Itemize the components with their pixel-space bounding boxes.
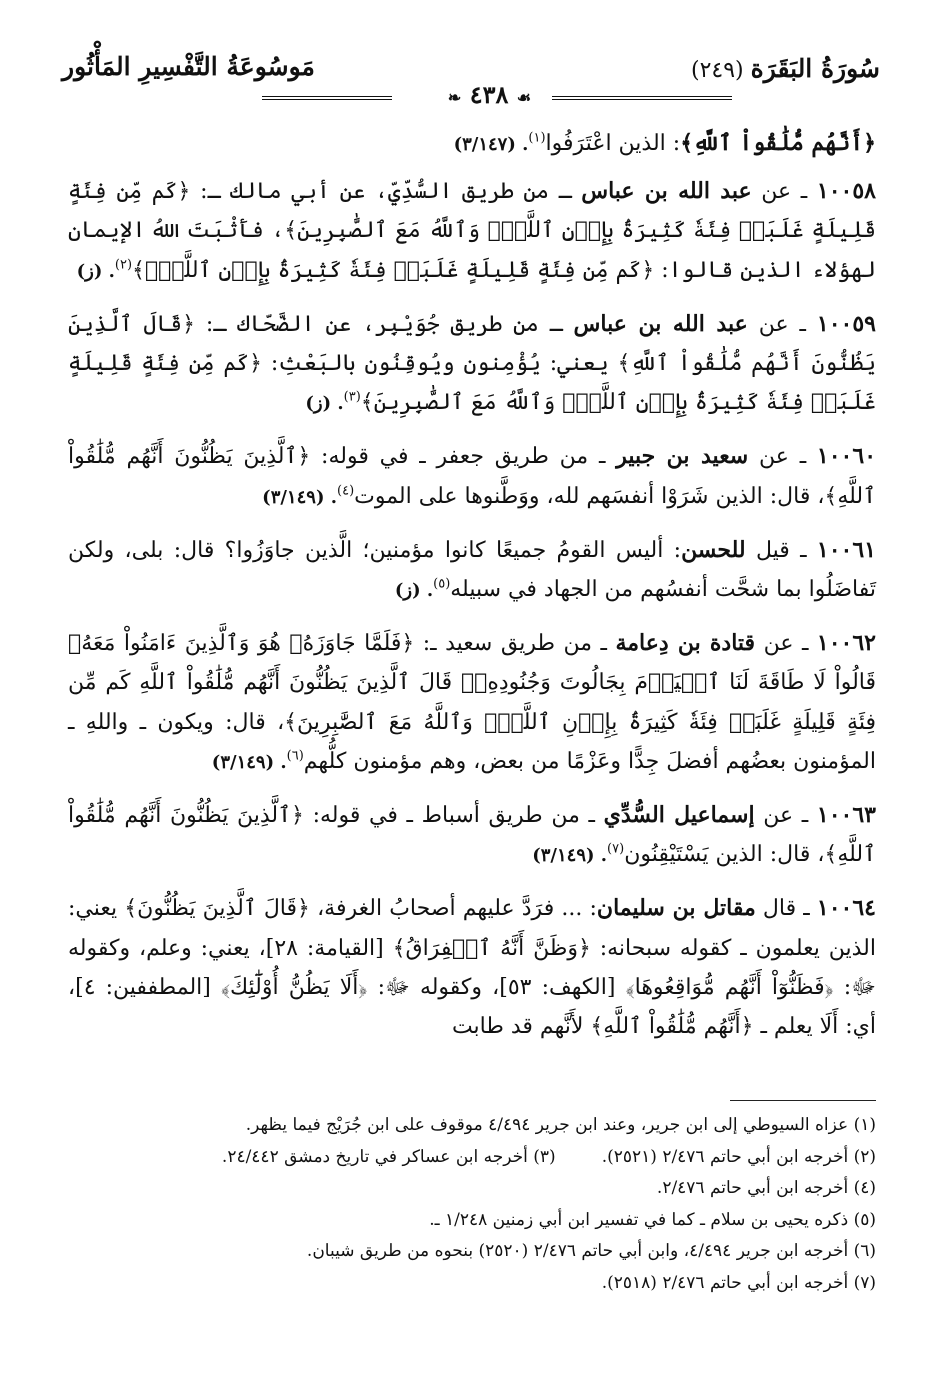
volume-reference: . (٣/١٤٧) [453, 134, 529, 155]
intro-paragraph [68, 124, 876, 164]
footnotes [68, 1110, 876, 1300]
footnote-marker[interactable]: (١) [528, 130, 546, 146]
entry-10058 [68, 172, 876, 291]
footnote-marker[interactable]: (٤) [337, 483, 355, 499]
quran-quote: ﴿أَنَّهُم مُّلَٰقُواْ ٱللَّهِ﴾ [680, 130, 876, 156]
volume-reference: . (٣/١٤٩) [211, 751, 287, 773]
ornament-icon: ☙ [516, 88, 532, 107]
entry-connector: ـ عن [755, 631, 817, 657]
entry-connector: ـ عن [754, 803, 817, 829]
footnote-marker[interactable]: (٥) [433, 576, 451, 592]
entry-number: ١٠٠٥٨ [816, 178, 876, 205]
entry-body: ـ من طريق جُوَيْبِر، عن الضَّحّاك ـ: ﴿قَالَ ٱلَّذِينَ يَظُنُّونَ أَنَّهُم مُّلَٰقُواْ ٱللَّهِ﴾ يعني: يُؤْمِنون ويُوقِنُون بالبَعْثِ: ﴿كَم مِّن فِئَةٍ قَلِيلَةٍ غَلَبَتۡ فِئَةٗ كَثِيرَةَۢ بِإِذۡنِ ٱللَّهِۗ وَٱللَّهُ مَعَ ٱلصَّٰبِرِينَ﴾ [68, 311, 876, 416]
footnote-7: (٧) أخرجه ابن أبي حاتم ٢/٤٧٦ (٢٥١٨). [601, 1272, 876, 1293]
entry-number: ١٠٠٦٤ [816, 895, 876, 922]
surah-header [691, 54, 880, 83]
volume-reference: . (ز) [305, 393, 344, 415]
footnote-1: (١) عزاه السيوطي إلى ابن جرير، وعند ابن جرير ٤/٤٩٤ موقوف على ابن جُرَيْج فيما يظهر. [245, 1115, 876, 1135]
entry-number: ١٠٠٦٠ [816, 443, 877, 470]
page-header [62, 48, 880, 110]
verse-number: (٢٤٩) [690, 58, 744, 83]
entry-10063 [68, 796, 876, 875]
entry-connector: ـ قيل [745, 537, 817, 563]
entry-body: ـ من طريق السُّدِّيِّ، عن أبي مالك ـ: ﴿كَم مِّن فِئَةٍ قَلِيلَةٍ غَلَبَتۡ فِئَةٗ كَثِيرَةَۢ بِإِذۡنِ ٱللَّهِۗ وَٱللَّهُ مَعَ ٱلصَّٰبِرِينَ﴾، فأَثْبَتَ اللهُ الإيمان لهؤلاء الذين قالوا: ﴿كَم مِّن فِئَةٍ قَلِيلَةٍ غَلَبَتۡ فِئَةٗ كَثِيرَةَۢ بِإِذۡنِ ٱللَّهِۗ﴾ [68, 179, 876, 283]
entry-body: : أليس القومُ جميعًا كانوا مؤمنين؛ الَّذين جاوَزُوا؟ قال: بلى، ولكن تَفاضَلُوا بما شحَّت أنفسُهم من الجهاد في سبيله [68, 537, 876, 603]
narrator-name: عبد الله بن عباس [573, 310, 748, 337]
entry-body: ـ من طريق سعيد ـ: ﴿فَلَمَّا جَاوَزَهُۥ هُوَ وَٱلَّذِينَ ءَامَنُواْ مَعَهُۥ قَالُواْ لَا طَاقَةَ لَنَا ٱلۡيَوۡمَ بِجَالُوتَ وَجُنُودِهِۦۚ قَالَ ٱلَّذِينَ يَظُنُّونَ أَنَّهُم مُّلَٰقُواْ ٱللَّهِ كَم مِّن فِئَةٍ قَلِيلَةٍ غَلَبَتۡ فِئَةٗ كَثِيرَةَۢ بِإِذۡنِ ٱللَّهِۗ وَٱللَّهُ مَعَ ٱلصَّٰبِرِينَ﴾، قال: ويكون ـ واللهِ ـ المؤمنون بعضُهم أفضلَ جِدًّا وعَزْمًا من بعض، وهم مؤمنون كلُّهم [68, 631, 876, 774]
header-rule-right [550, 96, 732, 100]
entry-10062 [68, 624, 876, 782]
footnote-6: (٦) أخرجه ابن جرير ٤/٤٩٤، وابن أبي حاتم ٢/٤٧٦ (٢٥٢٠) بنحوه من طريق شيبان. [306, 1241, 876, 1262]
footnote-row-2-3 [68, 1142, 876, 1174]
entry-connector: ـ عن [748, 444, 817, 470]
entry-10059 [68, 305, 876, 424]
footnote-4: (٤) أخرجه ابن أبي حاتم ٢/٤٧٦. [656, 1178, 876, 1199]
narrator-name: مقاتل بن سليمان [596, 895, 756, 922]
footnote-3: (٣) أخرجه ابن عساكر في تاريخ دمشق ٢٤/٤٤٢. [221, 1146, 556, 1167]
page-number-box [427, 80, 552, 109]
entry-connector: ـ قال [755, 896, 817, 922]
volume-reference: . (ز) [394, 580, 434, 602]
narrator-name: للحسن [681, 536, 746, 563]
entry-body: : ... فرَدَّ عليهم أصحابُ الغرفة، ﴿قَالَ ٱلَّذِينَ يَظُنُّونَ﴾ يعني: الذين يعلمون ـ كقوله سبحانه: ﴿وَظَنَّ أَنَّهُ ٱلۡفِرَاقُ﴾ [القيامة: ٢٨]، يعني: وعلم، وكقوله ﷻ: ﴿فَظَنُّوٓاْ أَنَّهُم مُّوَاقِعُوهَا﴾ [الكهف: ٥٣]، وكقوله ﷻ: ﴿أَلَا يَظُنُّ أُوْلَٰٓئِكَ﴾ [المطففين: ٤]، أي: أَلَا يعلم ـ ﴿أَنَّهُم مُّلَٰقُواْ ٱللَّهِ﴾ لأَنَّهم قد طابت [68, 896, 876, 1040]
ornament-icon: ❧ [447, 88, 462, 107]
narrator-name: إسماعيل السُّدِّي [603, 802, 755, 829]
volume-reference: . (٣/١٤٩) [262, 486, 337, 508]
volume-reference: . (ز) [76, 260, 115, 282]
entry-number: ١٠٠٦٢ [816, 630, 876, 657]
entry-body: ـ من طريق جعفر ـ في قوله: ﴿ٱلَّذِينَ يَظُنُّونَ أَنَّهُم مُّلَٰقُواْ ٱللَّهِ﴾، قال: الذين شَرَوْا أنفسَهم لله، ووَطَّنوها على الموت [68, 444, 876, 509]
book-title: مَوسُوعَةُ التَّفْسِيرِ المَأْثُور [62, 52, 315, 81]
footnote-divider [730, 1100, 876, 1101]
header-rule-left [262, 96, 392, 100]
entry-number: ١٠٠٦١ [816, 536, 876, 563]
entry-10060 [68, 437, 876, 516]
entry-connector: ـ عن [751, 179, 817, 205]
footnote-marker[interactable]: (٣) [343, 389, 361, 405]
footnote-marker[interactable]: (٢) [114, 257, 133, 273]
volume-reference: . (٣/١٤٩) [532, 845, 608, 867]
narrator-name: قتادة بن دِعامة [615, 630, 756, 657]
footnote-5: (٥) ذكره يحيى بن سلام ـ كما في تفسير ابن أبي زمنين ١/٢٤٨ ـ. [429, 1209, 876, 1230]
entry-10061 [68, 531, 876, 610]
narrator-name: سعيد بن جبير [616, 443, 749, 470]
footnote-marker[interactable]: (٧) [607, 841, 625, 857]
entry-body: ـ من طريق أسباط ـ في قوله: ﴿ٱلَّذِينَ يَظُنُّونَ أَنَّهُم مُّلَٰقُواْ ٱللَّهِ﴾، قال: الذين يَسْتَيْقِنُون [68, 803, 876, 868]
surah-name: سُورَةُ البَقَرَة [750, 54, 880, 83]
page-number: ٤٣٨ [469, 80, 509, 109]
narrator-name: عبد الله بن عباس [581, 178, 752, 205]
entry-number: ١٠٠٥٩ [816, 310, 876, 337]
entry-number: ١٠٠٦٣ [816, 802, 876, 829]
main-text [68, 124, 876, 1061]
intro-text: : الذين اعْتَرَفُوا [545, 131, 681, 156]
entry-10064 [68, 889, 876, 1047]
entry-connector: ـ عن [747, 311, 817, 337]
footnote-2: (٢) أخرجه ابن أبي حاتم ٢/٤٧٦ (٢٥٢١). [601, 1146, 876, 1167]
footnote-marker[interactable]: (٦) [286, 748, 304, 764]
